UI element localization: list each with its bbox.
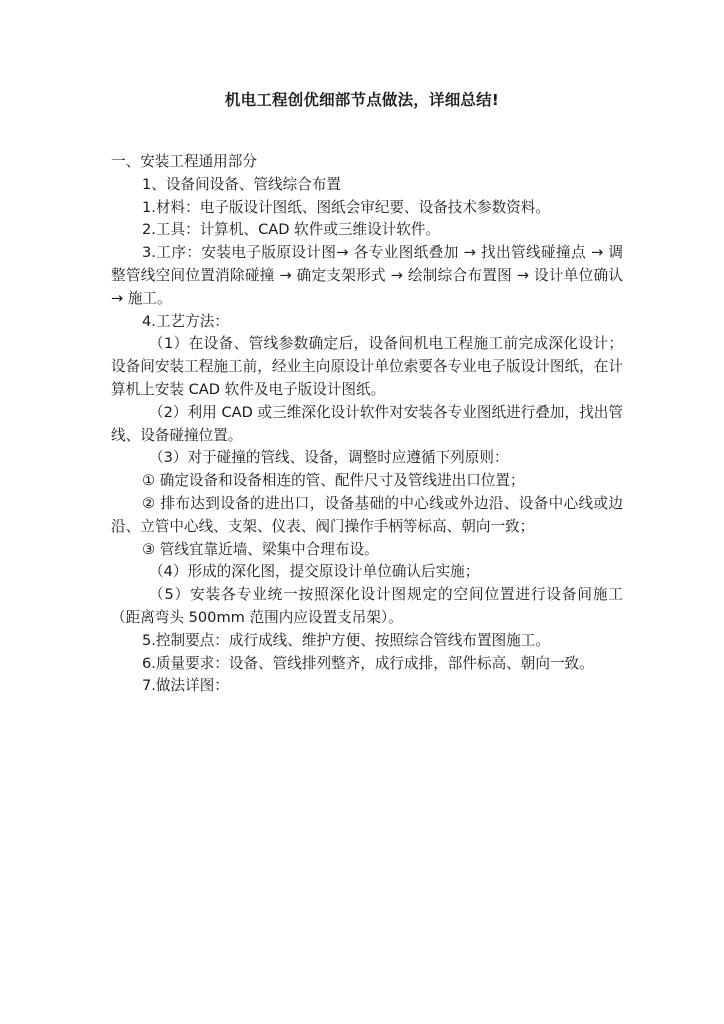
paragraph-method-step-5: （5）安装各专业统一按照深化设计图规定的空间位置进行设备间施工（距离弯头 500mm 范围内应设置支吊架）。 xyxy=(111,586,623,626)
paragraph-principle-3: ③ 管线宜靠近墙、梁集中合理布设。 xyxy=(142,540,379,558)
paragraph-method-heading: 4.工艺方法： xyxy=(142,312,229,330)
paragraph-method-step-3: （3）对于碰撞的管线、设备，调整时应遵循下列原则： xyxy=(149,449,509,467)
document-body xyxy=(111,151,623,698)
paragraph-principle-1: ① 确定设备和设备相连的管、配件尺寸及管线进出口位置； xyxy=(142,472,525,490)
paragraph-method-step-2: （2）利用 CAD 或三维深化设计软件对安装各专业图纸进行叠加，找出管线、设备碰撞位置。 xyxy=(111,403,623,444)
paragraph-detail-drawing: 7.做法详图： xyxy=(142,677,229,695)
paragraph-materials: 1.材料：电子版设计图纸、图纸会审纪要、设备技术参数资料。 xyxy=(142,198,550,216)
subsection-heading-equipment-room-layout: 1、设备间设备、管线综合布置 xyxy=(142,175,342,193)
document-title: 机电工程创优细部节点做法，详细总结! xyxy=(224,91,500,109)
section-heading-general-installation: 一、安装工程通用部分 xyxy=(111,153,257,170)
paragraph-process-flow: 3.工序：安装电子版原设计图→ 各专业图纸叠加 → 找出管线碰撞点 → 调整管线空间位置消除碰撞 → 确定支架形式 → 绘制综合布置图 → 设计单位确认 → 施工。 xyxy=(111,244,623,307)
paragraph-method-step-1: （1）在设备、管线参数确定后，设备间机电工程施工前完成深化设计；设备间安装工程施工前，经业主向原设计单位索要各专业电子版设计图纸，在计算机上安装 CAD 软件及电子版设计图纸。 xyxy=(111,335,623,398)
paragraph-tools: 2.工具：计算机、CAD 软件或三维设计软件。 xyxy=(142,221,441,239)
paragraph-method-step-4: （4）形成的深化图，提交原设计单位确认后实施； xyxy=(149,563,480,581)
paragraph-principle-2: ② 排布达到设备的进出口，设备基础的中心线或外边沿、设备中心线或边沿、立管中心线、支架、仪表、阀门操作手柄等标高、朝向一致； xyxy=(111,494,623,535)
paragraph-control-points: 5.控制要点：成行成线、维护方便、按照综合管线布置图施工。 xyxy=(142,631,550,649)
paragraph-quality-requirements: 6.质量要求：设备、管线排列整齐，成行成排，部件标高、朝向一致。 xyxy=(142,654,594,672)
